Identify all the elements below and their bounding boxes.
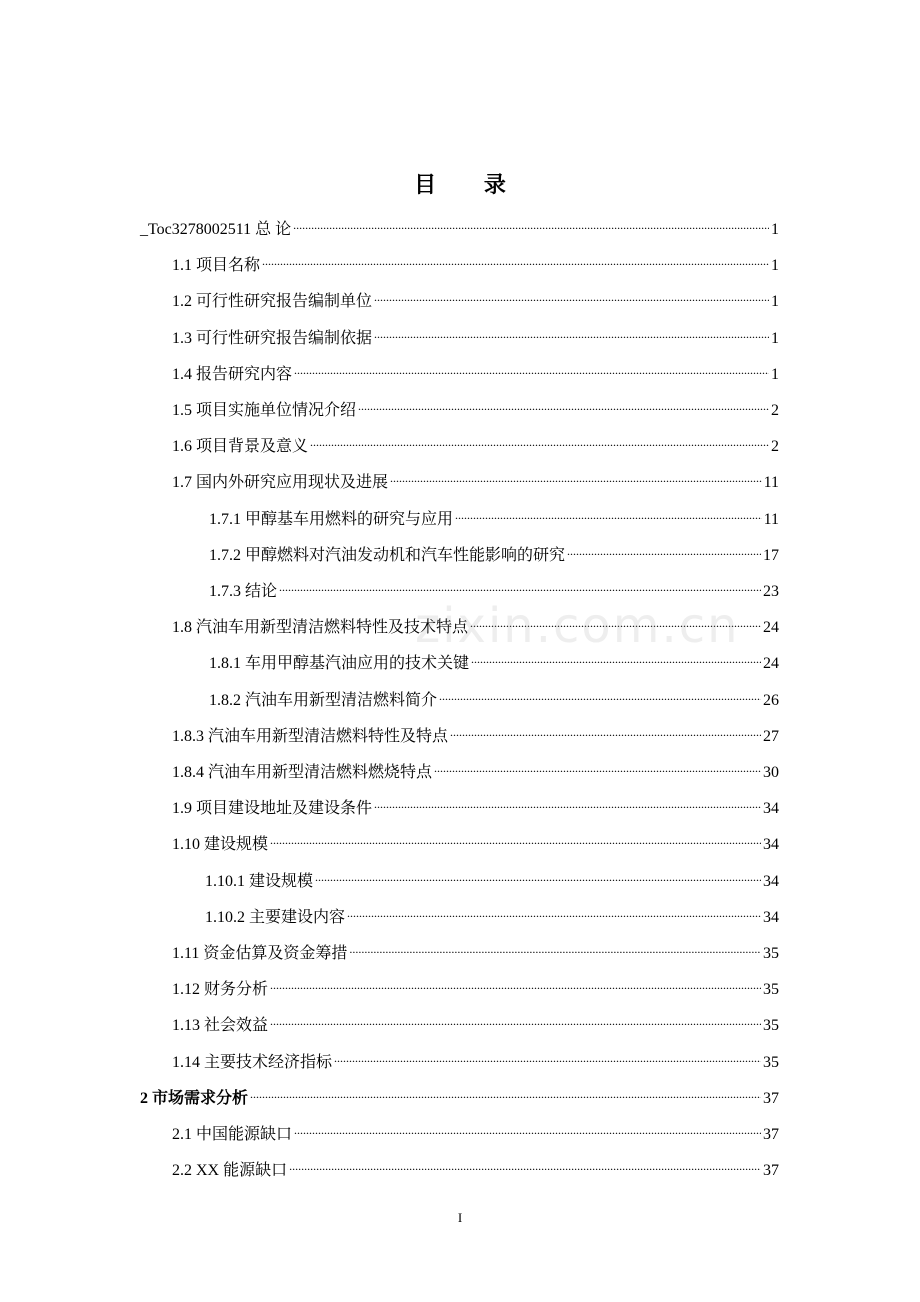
toc-leader-dots [567, 536, 761, 560]
toc-entry[interactable] [140, 1079, 779, 1107]
toc-entry[interactable] [209, 644, 779, 672]
toc-entry[interactable] [172, 970, 779, 998]
toc-title: 目 录 [414, 173, 526, 198]
toc-entry-label: 1.7 国内外研究应用现状及进展 [172, 474, 389, 491]
toc-entry-label: 1.5 项目实施单位情况介绍 [172, 402, 357, 419]
toc-leader-dots [250, 1079, 761, 1103]
toc-entry-label: 1.13 社会效益 [172, 1017, 269, 1034]
toc-leader-dots [455, 500, 762, 524]
toc-entry-label: 1.10.2 主要建设内容 [205, 909, 346, 926]
toc-entry-page: 37 [763, 1162, 779, 1179]
toc-leader-dots [347, 898, 761, 922]
toc-leader-dots [349, 934, 761, 958]
toc-entry-page: 27 [763, 728, 779, 745]
toc-entry[interactable] [172, 717, 779, 745]
toc-leader-dots [471, 644, 761, 668]
toc-entry[interactable] [172, 753, 779, 781]
toc-entry[interactable] [140, 210, 779, 238]
toc-entry[interactable] [205, 862, 779, 890]
toc-entry-page: 1 [771, 221, 779, 238]
toc-entry-page: 2 [771, 438, 779, 455]
toc-entry[interactable] [172, 463, 779, 491]
toc-entry-page: 11 [763, 474, 779, 491]
toc-leader-dots [374, 789, 761, 813]
toc-entry[interactable] [172, 391, 779, 419]
toc-entry-page: 34 [763, 800, 779, 817]
toc-entry[interactable] [205, 898, 779, 926]
toc-entry-page: 17 [763, 547, 779, 564]
toc-entry-page: 23 [763, 583, 779, 600]
toc-entry-label: 1.9 项目建设地址及建设条件 [172, 800, 373, 817]
toc-entry[interactable] [172, 319, 779, 347]
toc-entry-page: 1 [771, 366, 779, 383]
watermark: zixin.com.cn [415, 598, 740, 654]
toc-leader-dots [279, 572, 761, 596]
toc-entry-page: 24 [763, 619, 779, 636]
toc-leader-dots [289, 1151, 761, 1175]
toc-entry-label: 1.7.2 甲醇燃料对汽油发动机和汽车性能影响的研究 [209, 547, 566, 564]
toc-entry-label: 1.7.3 结论 [209, 583, 278, 600]
toc-leader-dots [439, 681, 761, 705]
toc-entry-label: 2.1 中国能源缺口 [172, 1126, 293, 1143]
toc-leader-dots [334, 1043, 761, 1067]
toc-entry-page: 37 [763, 1126, 779, 1143]
toc-entry-label: 1.4 报告研究内容 [172, 366, 293, 383]
toc-entry[interactable] [172, 825, 779, 853]
toc-entry[interactable] [209, 572, 779, 600]
toc-entry[interactable] [172, 789, 779, 817]
toc-entry-label: 1.12 财务分析 [172, 981, 269, 998]
toc-entry-page: 2 [771, 402, 779, 419]
toc-entry-page: 35 [763, 1054, 779, 1071]
toc-leader-dots [294, 355, 769, 379]
toc-entry-label: 1.8 汽油车用新型清洁燃料特性及技术特点 [172, 619, 469, 636]
toc-entry-label: 1.6 项目背景及意义 [172, 438, 309, 455]
toc-leader-dots [390, 463, 762, 487]
toc-entry-label: 1.14 主要技术经济指标 [172, 1054, 333, 1071]
toc-entry[interactable] [172, 934, 779, 962]
toc-entry-page: 34 [763, 909, 779, 926]
toc-entry-page: 26 [763, 692, 779, 709]
toc-entry-page: 30 [763, 764, 779, 781]
toc-entry-label: 1.10.1 建设规模 [205, 873, 314, 890]
toc-entry-page: 1 [771, 257, 779, 274]
toc-entry-label: 1.8.2 汽油车用新型清洁燃料简介 [209, 692, 438, 709]
toc-entry[interactable] [172, 1043, 779, 1071]
toc-leader-dots [310, 427, 769, 451]
toc-entry[interactable] [172, 1115, 779, 1143]
toc-leader-dots [450, 717, 761, 741]
toc-leader-dots [270, 825, 761, 849]
toc-leader-dots [470, 608, 761, 632]
toc-leader-dots [293, 210, 769, 234]
page-number: I [457, 1210, 463, 1225]
toc-entry[interactable] [172, 355, 779, 383]
toc-entry-label: 1.3 可行性研究报告编制依据 [172, 330, 373, 347]
toc-leader-dots [374, 319, 769, 343]
toc-entry-label: 1.2 可行性研究报告编制单位 [172, 293, 373, 310]
toc-entry-page: 11 [763, 511, 779, 528]
toc-entry[interactable] [209, 536, 779, 564]
toc-entry-label: 2 市场需求分析 [140, 1090, 249, 1107]
toc-leader-dots [315, 862, 761, 886]
toc-entry-page: 1 [771, 330, 779, 347]
toc-leader-dots [294, 1115, 761, 1139]
toc-leader-dots [358, 391, 769, 415]
toc-entry[interactable] [209, 500, 779, 528]
toc-entry-label: _Toc3278002511 总 论 [140, 221, 292, 238]
toc-entry[interactable] [172, 427, 779, 455]
toc-entry[interactable] [172, 1006, 779, 1034]
toc-entry-page: 34 [763, 836, 779, 853]
toc-entry-page: 35 [763, 981, 779, 998]
toc-entry[interactable] [209, 681, 779, 709]
toc-entry-label: 1.8.1 车用甲醇基汽油应用的技术关键 [209, 655, 470, 672]
toc-entry[interactable] [172, 282, 779, 310]
toc-entry-label: 1.10 建设规模 [172, 836, 269, 853]
toc-entry-page: 37 [763, 1090, 779, 1107]
toc-entry-label: 2.2 XX 能源缺口 [172, 1162, 288, 1179]
toc-entry-label: 1.8.4 汽油车用新型清洁燃料燃烧特点 [172, 764, 433, 781]
toc-leader-dots [270, 970, 761, 994]
toc-entry-label: 1.1 项目名称 [172, 257, 261, 274]
toc-entry-page: 35 [763, 945, 779, 962]
toc-entry-page: 34 [763, 873, 779, 890]
toc-leader-dots [434, 753, 761, 777]
toc-entry[interactable] [172, 246, 779, 274]
toc-leader-dots [262, 246, 769, 270]
toc-leader-dots [374, 282, 769, 306]
toc-entry[interactable] [172, 1151, 779, 1179]
toc-leader-dots [270, 1006, 761, 1030]
toc-entry-page: 24 [763, 655, 779, 672]
toc-entry-label: 1.7.1 甲醇基车用燃料的研究与应用 [209, 511, 454, 528]
toc-entry-page: 1 [771, 293, 779, 310]
toc-entry-page: 35 [763, 1017, 779, 1034]
toc-entry-label: 1.11 资金估算及资金筹措 [172, 945, 348, 962]
toc-entry-label: 1.8.3 汽油车用新型清洁燃料特性及特点 [172, 728, 449, 745]
